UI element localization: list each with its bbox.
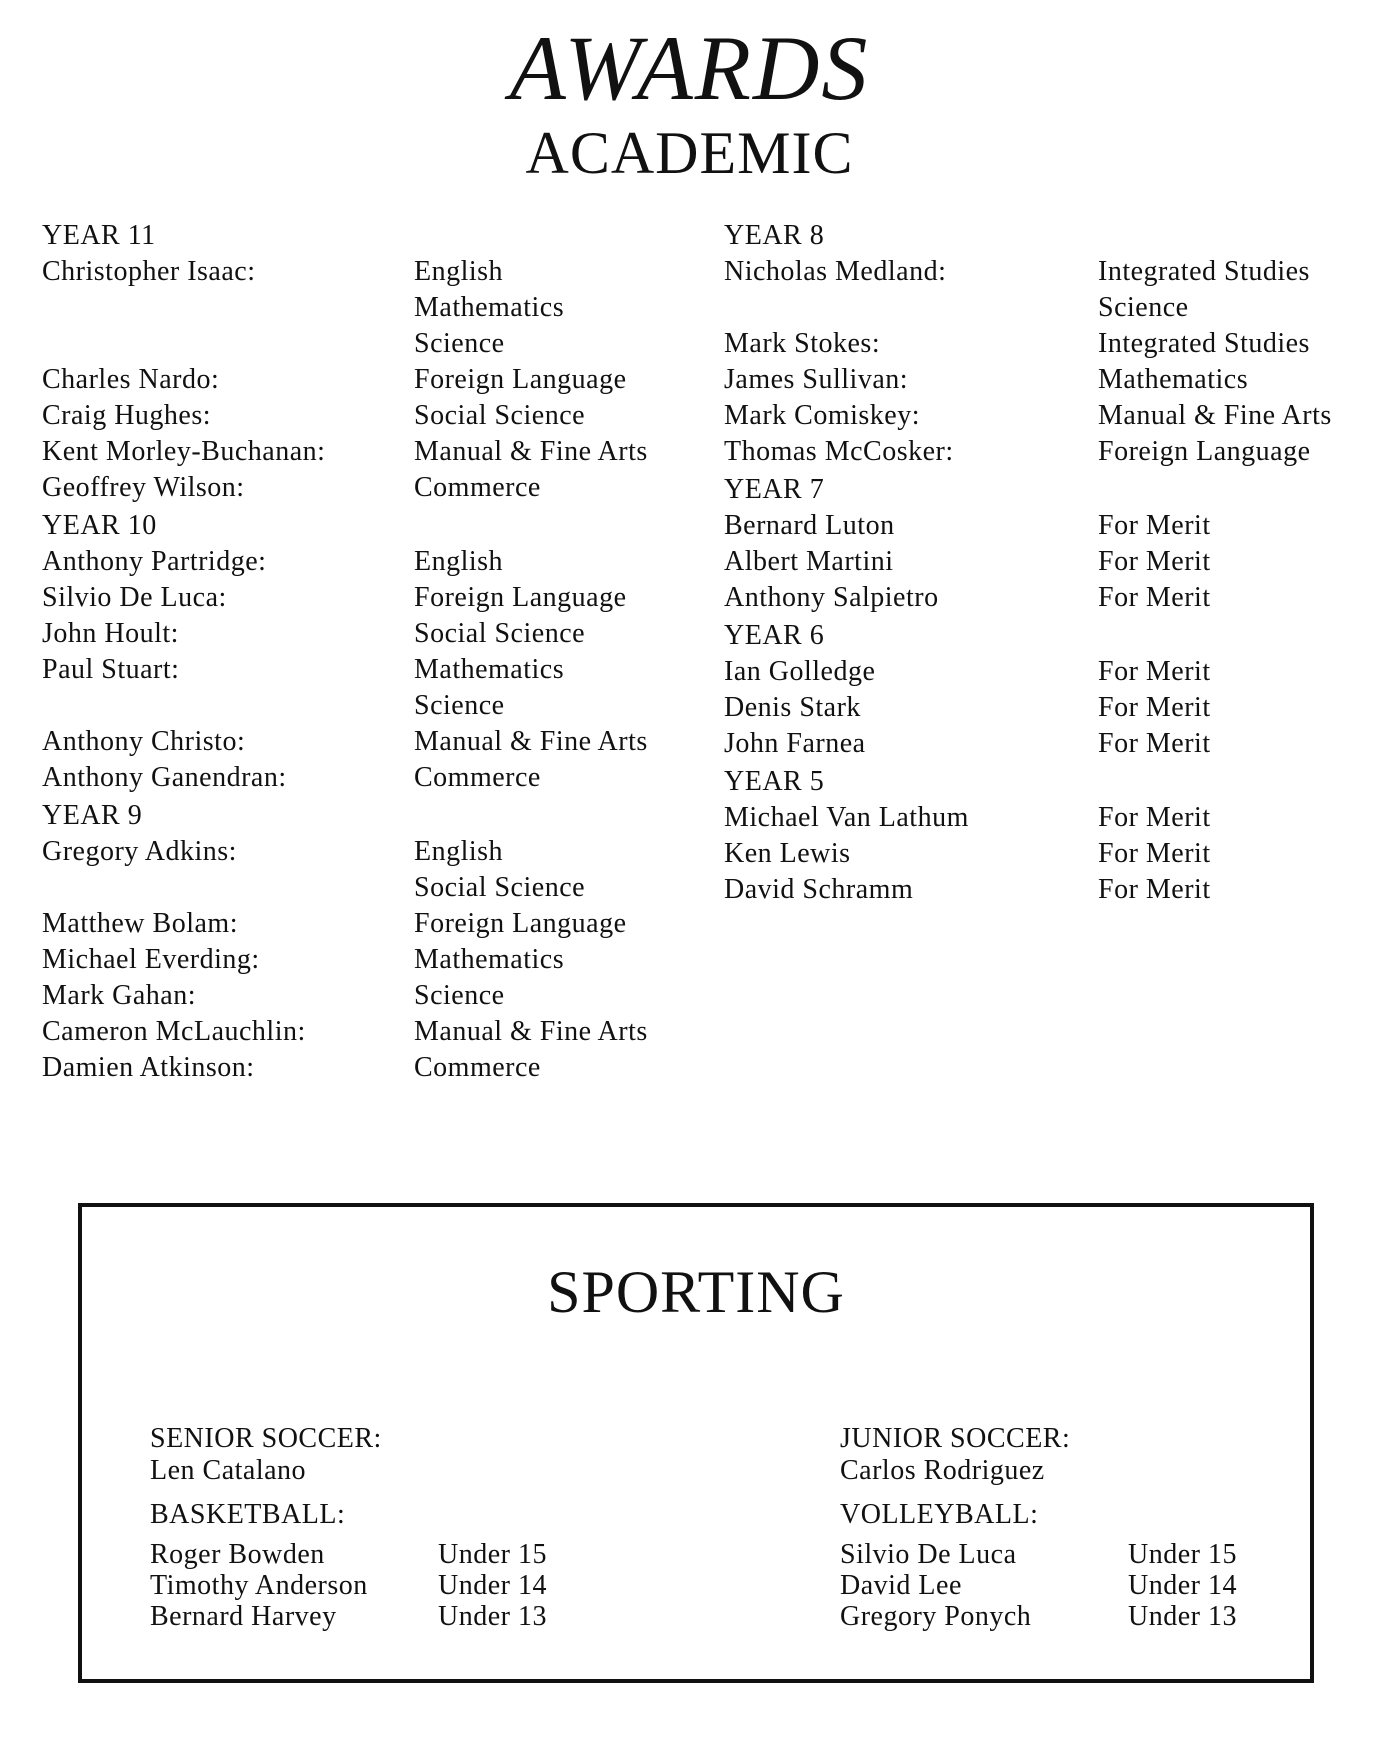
student-name: Craig Hughes: bbox=[42, 400, 212, 431]
award-subjects bbox=[414, 362, 627, 398]
age-division: Under 13 bbox=[438, 1601, 547, 1632]
student-name: John Hoult: bbox=[42, 618, 179, 649]
student-name: Cameron McLauchlin: bbox=[42, 1016, 306, 1047]
award-entry bbox=[42, 834, 702, 906]
award-entry bbox=[724, 362, 1379, 398]
award-subject: Commerce bbox=[414, 472, 541, 503]
award-subject: Foreign Language bbox=[414, 582, 627, 613]
student-name: Anthony Ganendran: bbox=[42, 762, 287, 793]
sport-group-rows bbox=[150, 1539, 670, 1632]
award-subject: Mathematics bbox=[414, 292, 565, 323]
student-name: Ian Golledge bbox=[724, 656, 876, 687]
award-entry bbox=[42, 724, 702, 760]
sporting-column-left bbox=[150, 1423, 670, 1632]
award-entry bbox=[724, 544, 1379, 580]
sport-row bbox=[150, 1539, 670, 1570]
award-subject: Integrated Studies bbox=[1098, 256, 1310, 287]
award-subjects bbox=[1098, 872, 1211, 908]
award-subject: For Merit bbox=[1098, 510, 1211, 541]
sport-row bbox=[150, 1601, 670, 1632]
award-entry bbox=[724, 434, 1379, 470]
award-subject: English bbox=[414, 546, 504, 577]
sport-winner: Carlos Rodriguez bbox=[840, 1455, 1045, 1486]
award-subjects bbox=[414, 398, 585, 434]
award-entry bbox=[724, 654, 1379, 690]
award-entry bbox=[42, 978, 702, 1014]
award-entry bbox=[42, 362, 702, 398]
award-subjects bbox=[414, 906, 627, 942]
age-division: Under 14 bbox=[438, 1570, 547, 1601]
sporting-title: SPORTING bbox=[547, 1259, 845, 1325]
award-subject: Social Science bbox=[414, 400, 586, 431]
student-name: Gregory Adkins: bbox=[42, 836, 237, 867]
student-name: Kent Morley-Buchanan: bbox=[42, 436, 326, 467]
award-subjects bbox=[1098, 654, 1211, 690]
award-subjects bbox=[1098, 836, 1211, 872]
award-subjects bbox=[414, 580, 627, 616]
award-subjects bbox=[414, 1014, 648, 1050]
student-name: Albert Martini bbox=[724, 546, 894, 577]
award-subject: For Merit bbox=[1098, 656, 1211, 687]
award-entry bbox=[724, 326, 1379, 362]
sport-heading: JUNIOR SOCCER: bbox=[840, 1423, 1071, 1454]
student-name: Paul Stuart: bbox=[42, 654, 180, 685]
academic-column-right bbox=[724, 216, 1379, 908]
award-subject: For Merit bbox=[1098, 582, 1211, 613]
award-subjects bbox=[414, 254, 564, 362]
student-name: Silvio De Luca: bbox=[42, 582, 227, 613]
award-subject: Science bbox=[414, 980, 505, 1011]
athlete-name: Silvio De Luca bbox=[840, 1539, 1017, 1570]
award-subject: Foreign Language bbox=[414, 364, 627, 395]
student-name: Charles Nardo: bbox=[42, 364, 220, 395]
year-heading: YEAR 5 bbox=[724, 766, 825, 797]
award-subjects bbox=[1098, 362, 1248, 398]
year-heading: YEAR 7 bbox=[724, 474, 825, 505]
award-subject: Science bbox=[414, 328, 505, 359]
award-subjects bbox=[1098, 544, 1211, 580]
sport-heading: BASKETBALL: bbox=[150, 1499, 346, 1530]
award-entry bbox=[724, 872, 1379, 908]
student-name: James Sullivan: bbox=[724, 364, 909, 395]
award-entry bbox=[42, 254, 702, 362]
award-entry bbox=[724, 398, 1379, 434]
award-subject: For Merit bbox=[1098, 874, 1211, 905]
student-name: Thomas McCosker: bbox=[724, 436, 954, 467]
sport-winner: Len Catalano bbox=[150, 1455, 307, 1486]
award-subject: For Merit bbox=[1098, 692, 1211, 723]
award-subjects bbox=[1098, 726, 1211, 762]
age-division: Under 15 bbox=[438, 1539, 547, 1570]
sport-row bbox=[840, 1570, 1360, 1601]
award-entry bbox=[724, 690, 1379, 726]
student-name: Damien Atkinson: bbox=[42, 1052, 255, 1083]
award-subject: For Merit bbox=[1098, 728, 1211, 759]
award-entry bbox=[724, 254, 1379, 326]
sporting-box bbox=[78, 1203, 1314, 1683]
award-entry bbox=[42, 760, 702, 796]
student-name: Mark Comiskey: bbox=[724, 400, 920, 431]
award-subject: Integrated Studies bbox=[1098, 328, 1310, 359]
student-name: Michael Van Lathum bbox=[724, 802, 969, 833]
academic-column-left bbox=[42, 216, 702, 1086]
award-subject: Social Science bbox=[414, 618, 586, 649]
page-subtitle: ACADEMIC bbox=[525, 120, 854, 186]
award-subject: Manual & Fine Arts bbox=[414, 726, 648, 757]
athlete-name: Roger Bowden bbox=[150, 1539, 325, 1570]
student-name: Anthony Salpietro bbox=[724, 582, 939, 613]
award-subjects bbox=[1098, 580, 1211, 616]
award-subjects bbox=[1098, 800, 1211, 836]
award-entry bbox=[42, 580, 702, 616]
year-heading: YEAR 9 bbox=[42, 800, 143, 831]
year-heading: YEAR 11 bbox=[42, 220, 156, 251]
award-entry bbox=[42, 652, 702, 724]
award-subject: Mathematics bbox=[414, 654, 565, 685]
age-division: Under 15 bbox=[1128, 1539, 1237, 1570]
year-heading: YEAR 6 bbox=[724, 620, 825, 651]
athlete-name: Bernard Harvey bbox=[150, 1601, 337, 1632]
page-title: AWARDS bbox=[509, 17, 870, 119]
award-subject: For Merit bbox=[1098, 838, 1211, 869]
athlete-name: Gregory Ponych bbox=[840, 1601, 1032, 1632]
student-name: Nicholas Medland: bbox=[724, 256, 947, 287]
student-name: David Schramm bbox=[724, 874, 914, 905]
award-subject: Science bbox=[414, 690, 505, 721]
award-subject: Science bbox=[1098, 292, 1189, 323]
award-entry bbox=[42, 1050, 702, 1086]
athlete-name: Timothy Anderson bbox=[150, 1570, 368, 1601]
award-entry bbox=[724, 580, 1379, 616]
award-subject: Social Science bbox=[414, 872, 586, 903]
award-subjects bbox=[414, 942, 564, 978]
award-entry bbox=[42, 942, 702, 978]
award-subjects bbox=[1098, 508, 1211, 544]
award-subjects bbox=[414, 760, 541, 796]
award-subjects bbox=[414, 652, 564, 724]
award-subjects bbox=[1098, 326, 1310, 362]
sport-heading: SENIOR SOCCER: bbox=[150, 1423, 382, 1454]
sporting-column-right bbox=[840, 1423, 1360, 1632]
year-heading: YEAR 10 bbox=[42, 510, 157, 541]
award-subject: Commerce bbox=[414, 762, 541, 793]
award-entry bbox=[42, 434, 702, 470]
award-entry bbox=[42, 398, 702, 434]
award-subjects bbox=[414, 544, 503, 580]
sport-row bbox=[150, 1570, 670, 1601]
award-subject: For Merit bbox=[1098, 802, 1211, 833]
award-subjects bbox=[414, 978, 505, 1014]
award-subject: For Merit bbox=[1098, 546, 1211, 577]
student-name: Bernard Luton bbox=[724, 510, 895, 541]
award-subject: Manual & Fine Arts bbox=[414, 436, 648, 467]
sport-heading: VOLLEYBALL: bbox=[840, 1499, 1039, 1530]
award-subject: Foreign Language bbox=[414, 908, 627, 939]
award-subject: Mathematics bbox=[414, 944, 565, 975]
award-entry bbox=[42, 470, 702, 506]
award-subject: Manual & Fine Arts bbox=[1098, 400, 1332, 431]
student-name: Mark Gahan: bbox=[42, 980, 197, 1011]
award-subjects bbox=[414, 834, 585, 906]
student-name: Anthony Christo: bbox=[42, 726, 246, 757]
student-name: Geoffrey Wilson: bbox=[42, 472, 245, 503]
award-subjects bbox=[1098, 254, 1310, 326]
award-subjects bbox=[414, 1050, 541, 1086]
award-subjects bbox=[1098, 434, 1311, 470]
award-subject: Manual & Fine Arts bbox=[414, 1016, 648, 1047]
age-division: Under 14 bbox=[1128, 1570, 1237, 1601]
award-entry bbox=[724, 508, 1379, 544]
sport-row bbox=[840, 1539, 1360, 1570]
student-name: Christopher Isaac: bbox=[42, 256, 256, 287]
award-subjects bbox=[414, 616, 585, 652]
award-entry bbox=[42, 906, 702, 942]
award-entry bbox=[724, 726, 1379, 762]
student-name: Mark Stokes: bbox=[724, 328, 881, 359]
award-entry bbox=[724, 836, 1379, 872]
award-subject: Commerce bbox=[414, 1052, 541, 1083]
sport-row bbox=[840, 1601, 1360, 1632]
award-subjects bbox=[1098, 690, 1211, 726]
award-subject: Foreign Language bbox=[1098, 436, 1311, 467]
award-entry bbox=[724, 800, 1379, 836]
award-subjects bbox=[414, 724, 648, 760]
year-heading: YEAR 8 bbox=[724, 220, 825, 251]
award-entry bbox=[42, 1014, 702, 1050]
award-entry bbox=[42, 544, 702, 580]
award-subjects bbox=[414, 434, 648, 470]
student-name: Ken Lewis bbox=[724, 838, 851, 869]
award-subject: English bbox=[414, 836, 504, 867]
award-entry bbox=[42, 616, 702, 652]
student-name: Anthony Partridge: bbox=[42, 546, 267, 577]
student-name: Denis Stark bbox=[724, 692, 861, 723]
award-subject: English bbox=[414, 256, 504, 287]
award-subjects bbox=[414, 470, 541, 506]
sport-group-rows bbox=[840, 1539, 1360, 1632]
award-subjects bbox=[1098, 398, 1332, 434]
student-name: John Farnea bbox=[724, 728, 866, 759]
age-division: Under 13 bbox=[1128, 1601, 1237, 1632]
student-name: Matthew Bolam: bbox=[42, 908, 238, 939]
athlete-name: David Lee bbox=[840, 1570, 962, 1601]
award-subject: Mathematics bbox=[1098, 364, 1249, 395]
student-name: Michael Everding: bbox=[42, 944, 260, 975]
